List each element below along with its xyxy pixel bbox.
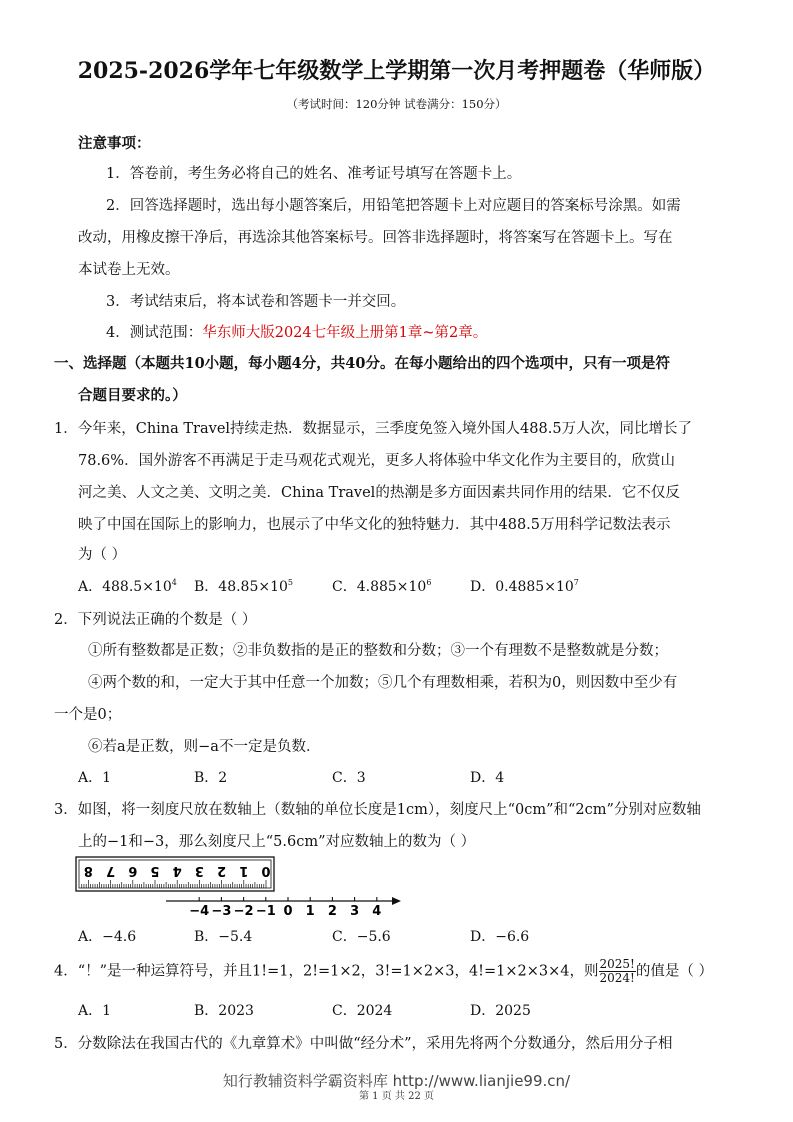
- q2-line-3: ④两个数的和，一定大于其中任意一个加数；⑤几个有理数相乘，若积为0，则因数中至少有: [88, 675, 678, 691]
- notice-item-2-line-3: 本试卷上无效。: [78, 262, 180, 278]
- q4-fraction: [599, 958, 636, 985]
- page-title: 2025-2026学年七年级数学上学期第一次月考押题卷（华师版）: [77, 58, 716, 84]
- ruler-labels: [84, 863, 271, 878]
- q4-option-b: B．2023: [194, 1003, 254, 1019]
- ruler-label: 6: [128, 863, 138, 878]
- ruler-label: 8: [83, 863, 93, 878]
- q2-option-d: D．4: [470, 770, 505, 786]
- ruler-label: 4: [172, 863, 182, 878]
- notice-item-4-prefix: 4．测试范围：: [106, 325, 203, 341]
- ruler-label: 7: [106, 863, 116, 878]
- q2-line-4: 一个是0；: [54, 707, 122, 723]
- q5-line-1: 5．分数除法在我国古代的《九章算术》中叫做“经分术”，采用先将两个分数通分，然后用分子相: [54, 1036, 673, 1052]
- q3-line-2: 上的−1和−3，那么刻度尺上“5.6cm”对应数轴上的数为（ ）: [78, 834, 476, 850]
- q3-option-b: B．−5.4: [194, 929, 253, 945]
- q2-option-a: A．1: [78, 770, 112, 786]
- q2-line-2: ①所有整数都是正数；②非负数指的是正的整数和分数；③一个有理数不是整数就是分数；: [88, 643, 668, 659]
- axis-label: 0: [283, 904, 293, 919]
- q1-option-b: B．$48.85\times 10^5$: [194, 578, 294, 595]
- notice-item-3: 3．考试结束后，将本试卷和答题卡一并交回。: [106, 294, 406, 310]
- ruler-label: 5: [150, 863, 160, 878]
- ruler-label: 2: [217, 863, 227, 878]
- q4-option-a: A．1: [78, 1003, 112, 1019]
- q1-line-4: 映了中国在国际上的影响力，也展示了中华文化的独特魅力．其中488.5万用科学记数法表示: [78, 517, 671, 533]
- notice-item-2-line-1: 2．回答选择题时，选出每小题答案后，用铅笔把答题卡上对应题目的答案标号涂黑。如需: [106, 198, 681, 214]
- q1-option-c: C．$4.885\times 10^6$: [332, 578, 432, 595]
- notice-item-2-line-2: 改动，用橡皮擦干净后，再选涂其他答案标号。回答非选择题时，将答案写在答题卡上。写在: [78, 230, 673, 246]
- q1-option-a: A．$488.5\times 10^4$: [78, 578, 177, 595]
- q1-line-1: 1．今年来，China Travel持续走热．数据显示，三季度免签入境外国人488.5万人次，同比增长了: [54, 421, 693, 437]
- axis-label: −3: [211, 904, 232, 919]
- exam-info: （考试时间：120分钟 试卷满分：150分）: [286, 97, 507, 111]
- q2-line-1: 2．下列说法正确的个数是（ ）: [54, 612, 257, 628]
- notice-heading: 注意事项：: [78, 135, 151, 152]
- notice-item-1: 1．答卷前，考生务必将自己的姓名、准考证号填写在答题卡上。: [106, 166, 522, 182]
- watermark-link[interactable]: 知行教辅资料学霸资料库 http://www.lianjie99.cn/: [222, 1072, 571, 1090]
- axis-label: 3: [350, 904, 360, 919]
- q4-line-1: [54, 958, 713, 985]
- q3-line-1: 3．如图，将一刻度尺放在数轴上（数轴的单位长度是1cm），刻度尺上“0cm”和“2cm”分别对应数轴: [54, 802, 701, 818]
- q2-line-5: ⑥若a是正数，则−a不一定是负数．: [88, 739, 321, 755]
- q3-option-a: A．−4.6: [78, 929, 137, 945]
- section-heading-line-1: 一、选择题（本题共10小题，每小题4分，共40分。在每小题给出的四个选项中，只有一项是符: [54, 355, 670, 372]
- ruler-label: 3: [194, 863, 204, 878]
- section-heading-line-2: 合题目要求的。）: [78, 387, 187, 404]
- q4-fraction-denominator: 2024!: [599, 971, 635, 985]
- q2-option-b: B．2: [194, 770, 228, 786]
- page-number: 第 1 页 共 22 页: [359, 1091, 434, 1102]
- axis-label: −2: [233, 904, 254, 919]
- q1-line-2: 78.6%．国外游客不再满足于走马观花式观光，更多人将体验中华文化作为主要目的，欣赏山: [78, 453, 676, 469]
- axis-labels: [189, 904, 381, 919]
- q4-option-d: D．2025: [470, 1003, 531, 1019]
- ruler-number-line-figure: [70, 855, 410, 921]
- q3-option-d: D．−6.6: [470, 929, 530, 945]
- number-line-arrow: [392, 897, 401, 905]
- axis-label: 4: [372, 904, 382, 919]
- q1-line-3: 河之美、人文之美、文明之美．China Travel的热潮是多方面因素共同作用的结果．它不仅反: [78, 485, 680, 501]
- q4-option-c: C．2024: [332, 1003, 393, 1019]
- ruler-label: 1: [239, 863, 249, 878]
- test-range: 华东师大版2024七年级上册第1章~第2章。: [202, 325, 488, 341]
- q4-suffix: 的值是（ ）: [635, 963, 713, 980]
- axis-label: 2: [327, 904, 337, 919]
- ruler-label: 0: [261, 863, 271, 878]
- axis-label: 1: [305, 904, 315, 919]
- q1-line-5: 为（ ）: [78, 547, 127, 563]
- axis-label: −4: [189, 904, 210, 919]
- q1-option-d: D．$0.4885\times 10^7$: [470, 578, 579, 595]
- q4-prefix: 4．“！”是一种运算符号，并且1!=1，2!=1×2，3!=1×2×3，4!=1×2×3×4，则: [54, 963, 599, 980]
- axis-label: −1: [255, 904, 276, 919]
- q2-option-c: C．3: [332, 770, 366, 786]
- notice-item-4: [106, 321, 487, 342]
- q4-fraction-numerator: 2025!: [599, 957, 635, 971]
- q3-option-c: C．−5.6: [332, 929, 391, 945]
